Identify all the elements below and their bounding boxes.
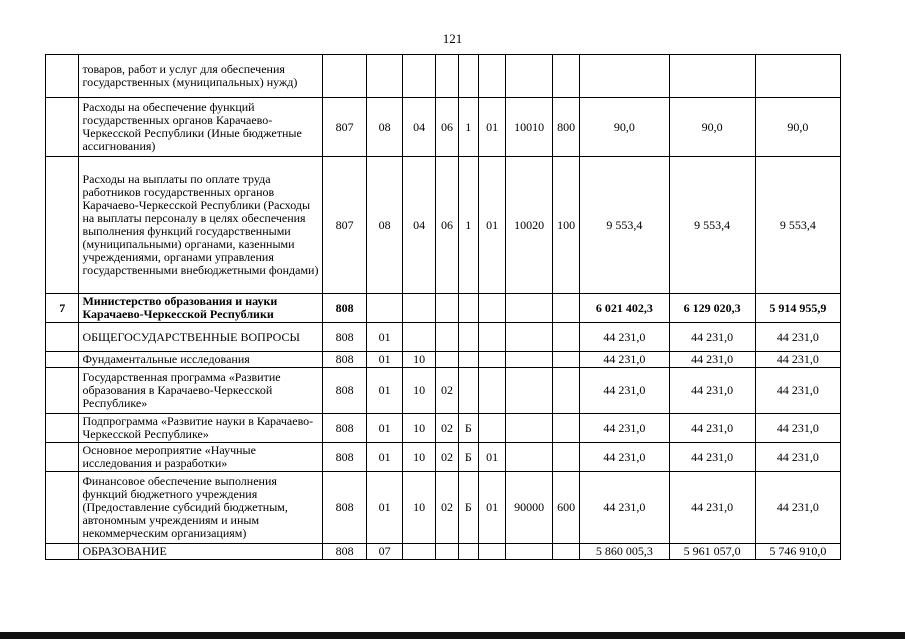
amount-year-2: 44 231,0 — [669, 352, 755, 368]
expense-type-code — [552, 55, 579, 98]
subprogram-code — [458, 55, 478, 98]
subprogram-code: 1 — [458, 98, 478, 157]
row-number — [46, 414, 79, 443]
event-code: 01 — [478, 472, 505, 544]
scan-edge — [0, 632, 905, 639]
row-number — [46, 472, 79, 544]
section-code — [367, 294, 402, 323]
expense-type-code — [552, 414, 579, 443]
section-code: 01 — [367, 368, 402, 414]
subprogram-code — [458, 352, 478, 368]
subprogram-code: Б — [458, 414, 478, 443]
amount-year-1: 44 231,0 — [580, 352, 669, 368]
amount-year-3: 44 231,0 — [755, 414, 840, 443]
subprogram-code: Б — [458, 443, 478, 472]
table-row — [46, 544, 841, 560]
amount-year-2: 44 231,0 — [669, 368, 755, 414]
subprogram-code — [458, 323, 478, 352]
subprogram-code: 1 — [458, 157, 478, 294]
ministry-code: 808 — [322, 414, 367, 443]
amount-year-1: 90,0 — [580, 98, 669, 157]
row-name: Фундаментальные исследования — [79, 352, 322, 368]
amount-year-1: 9 553,4 — [580, 157, 669, 294]
amount-year-3 — [755, 55, 840, 98]
amount-year-3: 44 231,0 — [755, 368, 840, 414]
section-code: 08 — [367, 98, 402, 157]
direction-code — [506, 544, 553, 560]
program-code — [436, 55, 458, 98]
direction-code: 90000 — [506, 472, 553, 544]
amount-year-2: 44 231,0 — [669, 323, 755, 352]
row-name: Государственная программа «Развитие образования в Карачаево-Черкесской Республике» — [79, 368, 322, 414]
amount-year-2: 44 231,0 — [669, 472, 755, 544]
row-number — [46, 98, 79, 157]
event-code: 01 — [478, 98, 505, 157]
program-code: 02 — [436, 443, 458, 472]
direction-code: 10010 — [506, 98, 553, 157]
program-code: 06 — [436, 157, 458, 294]
table-row — [46, 443, 841, 472]
ministry-code: 808 — [322, 472, 367, 544]
direction-code — [506, 323, 553, 352]
program-code — [436, 294, 458, 323]
row-name: Расходы на обеспечение функций государственных органов Карачаево-Черкесской Республики (Иные бюджетные ассигнования) — [79, 98, 322, 157]
ministry-code: 808 — [322, 294, 367, 323]
row-number — [46, 352, 79, 368]
event-code: 01 — [478, 443, 505, 472]
expense-type-code: 600 — [552, 472, 579, 544]
table-body — [46, 55, 841, 560]
amount-year-3: 90,0 — [755, 98, 840, 157]
direction-code — [506, 352, 553, 368]
event-code — [478, 352, 505, 368]
expense-type-code — [552, 544, 579, 560]
row-name: Финансовое обеспечение выполнения функций бюджетного учреждения (Предоставление субсидий бюджетным, автономным учреждениям и иным некоммерческим организациям) — [79, 472, 322, 544]
amount-year-2: 44 231,0 — [669, 414, 755, 443]
expense-type-code: 800 — [552, 98, 579, 157]
ministry-code — [322, 55, 367, 98]
row-number — [46, 368, 79, 414]
program-code: 02 — [436, 368, 458, 414]
ministry-code: 808 — [322, 323, 367, 352]
row-number — [46, 323, 79, 352]
section-code: 01 — [367, 472, 402, 544]
amount-year-3: 5 914 955,9 — [755, 294, 840, 323]
amount-year-1: 44 231,0 — [580, 443, 669, 472]
subsection-code: 10 — [402, 368, 435, 414]
direction-code: 10020 — [506, 157, 553, 294]
subsection-code: 10 — [402, 414, 435, 443]
subsection-code — [402, 55, 435, 98]
amount-year-2: 9 553,4 — [669, 157, 755, 294]
direction-code — [506, 55, 553, 98]
amount-year-2 — [669, 55, 755, 98]
ministry-code: 808 — [322, 368, 367, 414]
event-code — [478, 294, 505, 323]
expense-type-code — [552, 323, 579, 352]
direction-code — [506, 414, 553, 443]
amount-year-3: 44 231,0 — [755, 352, 840, 368]
event-code — [478, 368, 505, 414]
amount-year-2: 44 231,0 — [669, 443, 755, 472]
event-code — [478, 414, 505, 443]
program-code: 02 — [436, 414, 458, 443]
amount-year-1: 44 231,0 — [580, 323, 669, 352]
table-row — [46, 472, 841, 544]
row-number — [46, 157, 79, 294]
table-row — [46, 294, 841, 323]
row-name: ОБРАЗОВАНИЕ — [79, 544, 322, 560]
program-code: 06 — [436, 98, 458, 157]
amount-year-2: 6 129 020,3 — [669, 294, 755, 323]
table-row — [46, 352, 841, 368]
ministry-code: 808 — [322, 352, 367, 368]
expense-type-code — [552, 294, 579, 323]
direction-code — [506, 443, 553, 472]
ministry-code: 807 — [322, 98, 367, 157]
event-code — [478, 55, 505, 98]
amount-year-3: 5 746 910,0 — [755, 544, 840, 560]
subsection-code: 04 — [402, 157, 435, 294]
event-code — [478, 544, 505, 560]
amount-year-1: 44 231,0 — [580, 472, 669, 544]
table-row — [46, 55, 841, 98]
amount-year-1 — [580, 55, 669, 98]
section-code: 07 — [367, 544, 402, 560]
expense-type-code — [552, 368, 579, 414]
row-number — [46, 55, 79, 98]
section-code: 01 — [367, 414, 402, 443]
amount-year-3: 44 231,0 — [755, 472, 840, 544]
table-row — [46, 98, 841, 157]
amount-year-1: 44 231,0 — [580, 414, 669, 443]
subprogram-code — [458, 294, 478, 323]
expense-type-code — [552, 352, 579, 368]
subprogram-code — [458, 544, 478, 560]
direction-code — [506, 368, 553, 414]
amount-year-3: 9 553,4 — [755, 157, 840, 294]
amount-year-3: 44 231,0 — [755, 443, 840, 472]
row-number: 7 — [46, 294, 79, 323]
amount-year-2: 90,0 — [669, 98, 755, 157]
direction-code — [506, 294, 553, 323]
subprogram-code: Б — [458, 472, 478, 544]
amount-year-1: 6 021 402,3 — [580, 294, 669, 323]
table-row — [46, 368, 841, 414]
row-name: Подпрограмма «Развитие науки в Карачаево-Черкесской Республике» — [79, 414, 322, 443]
section-code: 08 — [367, 157, 402, 294]
ministry-code: 807 — [322, 157, 367, 294]
section-code: 01 — [367, 443, 402, 472]
row-name: товаров, работ и услуг для обеспечения государственных (муниципальных) нужд) — [79, 55, 322, 98]
section-code: 01 — [367, 323, 402, 352]
expense-type-code: 100 — [552, 157, 579, 294]
page-number: 121 — [442, 31, 463, 46]
subsection-code: 10 — [402, 472, 435, 544]
program-code: 02 — [436, 472, 458, 544]
event-code — [478, 323, 505, 352]
subsection-code — [402, 294, 435, 323]
subsection-code: 10 — [402, 443, 435, 472]
budget-table — [45, 54, 841, 560]
amount-year-2: 5 961 057,0 — [669, 544, 755, 560]
program-code — [436, 352, 458, 368]
row-name: Основное мероприятие «Научные исследования и разработки» — [79, 443, 322, 472]
section-code: 01 — [367, 352, 402, 368]
row-name: Расходы на выплаты по оплате труда работников государственных органов Карачаево-Черкесской Республики (Расходы на выплаты персоналу в целях обеспечения выполнения функций государственными (муниципальными) органами, казенными учреждениями, органами управления государственными внебюджетными фондами) — [79, 157, 322, 294]
amount-year-1: 5 860 005,3 — [580, 544, 669, 560]
section-code — [367, 55, 402, 98]
subprogram-code — [458, 368, 478, 414]
program-code — [436, 544, 458, 560]
table-row — [46, 157, 841, 294]
amount-year-3: 44 231,0 — [755, 323, 840, 352]
row-name: Министерство образования и науки Карачаево-Черкесской Республики — [79, 294, 322, 323]
row-number — [46, 544, 79, 560]
row-name: ОБЩЕГОСУДАРСТВЕННЫЕ ВОПРОСЫ — [79, 323, 322, 352]
subsection-code — [402, 323, 435, 352]
program-code — [436, 323, 458, 352]
amount-year-1: 44 231,0 — [580, 368, 669, 414]
expense-type-code — [552, 443, 579, 472]
row-number — [46, 443, 79, 472]
ministry-code: 808 — [322, 544, 367, 560]
subsection-code — [402, 544, 435, 560]
subsection-code: 04 — [402, 98, 435, 157]
subsection-code: 10 — [402, 352, 435, 368]
table-row — [46, 323, 841, 352]
event-code: 01 — [478, 157, 505, 294]
table-row — [46, 414, 841, 443]
ministry-code: 808 — [322, 443, 367, 472]
